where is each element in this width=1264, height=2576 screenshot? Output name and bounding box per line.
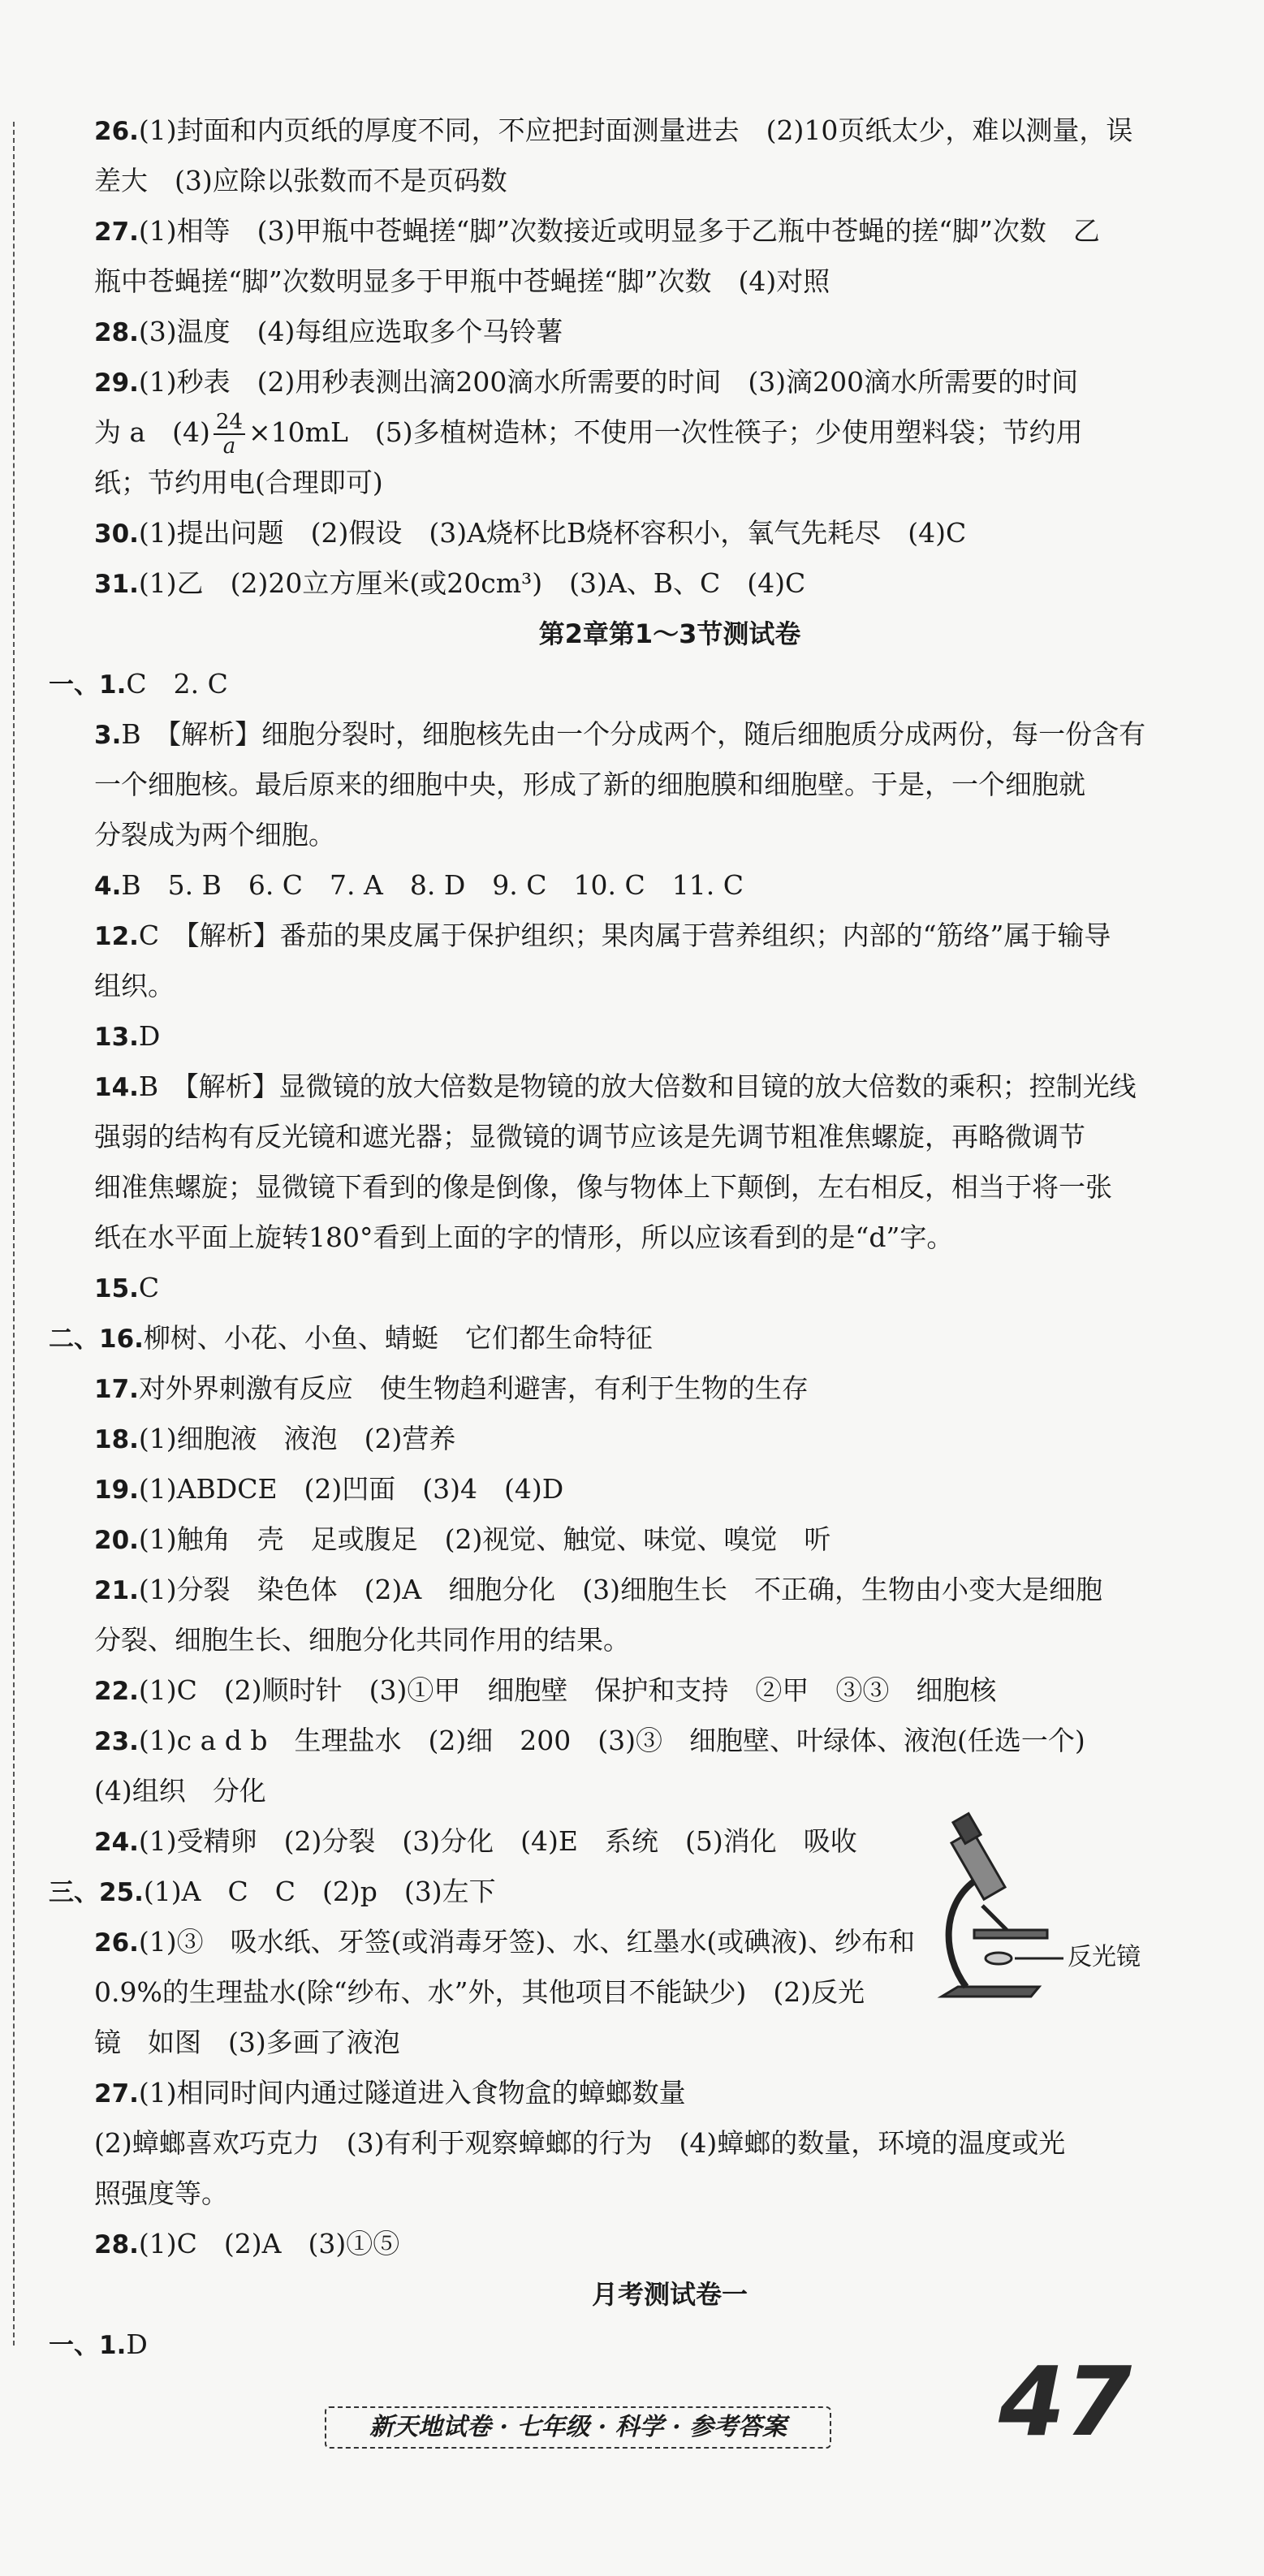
- answer-line: [49, 206, 1128, 256]
- question-number: 15.: [94, 1274, 139, 1303]
- binding-line: [13, 122, 15, 2346]
- line-text: 0.9%的生理盐水(除“纱布、水”外，其他项目不能缺少) (2)反光: [94, 1976, 865, 2008]
- answer-line: [49, 156, 1128, 206]
- question-number: 29.: [94, 368, 139, 398]
- question-number: 3.: [94, 721, 122, 750]
- fraction: [214, 411, 245, 458]
- question-number: 21.: [94, 1576, 139, 1605]
- line-text: 分裂成为两个细胞。: [94, 819, 335, 851]
- answer-line: [49, 1313, 1128, 1363]
- line-text: C 【解析】番茄的果皮属于保护组织；果肉属于营养组织；内部的“筋络”属于输导: [138, 920, 1111, 951]
- answer-line: [49, 1062, 1137, 1112]
- answer-line: [49, 1363, 1128, 1414]
- line-text: (1)C (2)A (3)①⑤: [138, 2228, 400, 2259]
- answer-line: [49, 1263, 1128, 1313]
- answer-line: [49, 2169, 1128, 2219]
- line-text: 强弱的结构有反光镜和遮光器；显微镜的调节应该是先调节粗准焦螺旋，再略微调节: [94, 1121, 1085, 1152]
- line-text: B 5. B 6. C 7. A 8. D 9. C 10. C 11. C: [121, 869, 744, 901]
- answer-line: [49, 2320, 1128, 2370]
- answer-line: [49, 2068, 1128, 2118]
- line-text: (1)乙 (2)20立方厘米(或20cm³) (3)A、B、C (4)C: [138, 567, 806, 599]
- line-text: 第2章第1～3节测试卷: [538, 618, 801, 649]
- line-text: 柳树、小花、小鱼、蜻蜓 它们都生命特征: [143, 1322, 653, 1354]
- answer-line: [49, 508, 1128, 558]
- line-text: 纸在水平面上旋转180°看到上面的字的情形，所以应该看到的是“d”字。: [94, 1221, 954, 1253]
- answer-line: [49, 1514, 1128, 1565]
- line-text: 照强度等。: [94, 2178, 228, 2209]
- line-text: (1)C (2)顺时针 (3)①甲 细胞壁 保护和支持 ②甲 ③③ 细胞核: [138, 1674, 997, 1706]
- line-text: (1)c a d b 生理盐水 (2)细 200 (3)③ 细胞壁、叶绿体、液泡(任选一个): [138, 1725, 1085, 1756]
- line-text: 组织。: [94, 970, 175, 1002]
- question-number: 12.: [94, 922, 139, 951]
- line-text: (1)细胞液 液泡 (2)营养: [138, 1423, 456, 1454]
- question-number: 17.: [94, 1375, 139, 1404]
- answer-line: [49, 256, 1128, 307]
- question-number: 28.: [94, 2230, 139, 2259]
- fraction-denominator: a: [222, 434, 236, 459]
- question-number: 28.: [94, 318, 139, 347]
- answer-line: [49, 1112, 1128, 1162]
- question-number: 一、1.: [49, 2331, 127, 2360]
- answer-line: [49, 2018, 1128, 2068]
- line-text: 瓶中苍蝇搓“脚”次数明显多于甲瓶中苍蝇搓“脚”次数 (4)对照: [94, 265, 830, 297]
- question-number: 20.: [94, 1526, 139, 1555]
- answer-line: [49, 1162, 1128, 1213]
- line-text: (1)封面和内页纸的厚度不同，不应把封面测量进去 (2)10页纸太少，难以测量，误: [138, 114, 1133, 146]
- line-text: 差大 (3)应除以张数而不是页码数: [94, 165, 507, 196]
- answer-line: [49, 860, 1128, 911]
- line-text: B 【解析】细胞分裂时，细胞核先由一个分成两个，随后细胞质分成两份，每一份含有: [121, 718, 1146, 750]
- question-number: 26.: [94, 117, 139, 146]
- answer-line: [49, 357, 1128, 407]
- answer-line: [49, 760, 1128, 810]
- section-title: [49, 2269, 1128, 2320]
- question-number: 26.: [94, 1928, 139, 1958]
- line-text: 细准焦螺旋；显微镜下看到的像是倒像，像与物体上下颠倒，左右相反，相当于将一张: [94, 1171, 1112, 1203]
- question-number: 27.: [94, 2079, 139, 2109]
- question-number: 一、1.: [49, 670, 127, 700]
- line-text: (1)触角 壳 足或腹足 (2)视觉、触觉、味觉、嗅觉 听: [138, 1523, 831, 1555]
- answer-line: [49, 1665, 1128, 1716]
- answer-line: [49, 1565, 1128, 1615]
- question-number: 27.: [94, 218, 139, 247]
- answer-line: [49, 106, 1133, 156]
- answer-line: [49, 961, 1128, 1011]
- question-number: 13.: [94, 1023, 139, 1052]
- line-text: 一个细胞核。最后原来的细胞中央，形成了新的细胞膜和细胞壁。于是，一个细胞就: [94, 769, 1085, 800]
- line-text: C: [138, 1272, 160, 1303]
- line-text: 对外界刺激有反应 使生物趋利避害，有利于生物的生存: [138, 1372, 809, 1404]
- line-text: (1)A C C (2)p (3)左下: [143, 1876, 496, 1907]
- answer-line: [49, 2118, 1128, 2169]
- line-text: (2)蟑螂喜欢巧克力 (3)有利于观察蟑螂的行为 (4)蟑螂的数量，环境的温度或光: [94, 2127, 1066, 2159]
- line-text: D: [126, 2328, 148, 2360]
- figure-label: 反光镜: [1068, 1943, 1141, 1971]
- answer-line: [49, 1716, 1128, 1766]
- answer-line: [49, 2219, 1128, 2269]
- line-text: (1)ABDCE (2)凹面 (3)4 (4)D: [138, 1473, 564, 1505]
- question-number: 31.: [94, 570, 139, 599]
- line-text: (1)相同时间内通过隧道进入食物盒的蟑螂数量: [138, 2077, 686, 2109]
- line-text: 纸；节约用电(合理即可): [94, 467, 383, 498]
- answer-line: [49, 307, 1128, 357]
- question-number: 19.: [94, 1475, 139, 1505]
- question-number: 22.: [94, 1677, 139, 1706]
- line-text: (1)③ 吸水纸、牙签(或消毒牙签)、水、红墨水(或碘液)、纱布和: [138, 1926, 916, 1958]
- line-text: 分裂、细胞生长、细胞分化共同作用的结果。: [94, 1624, 630, 1656]
- line-text: (1)提出问题 (2)假设 (3)A烧杯比B烧杯容积小，氧气先耗尽 (4)C: [138, 517, 967, 549]
- microscope-figure: [909, 1808, 1141, 2011]
- line-text: (4)组织 分化: [94, 1775, 266, 1807]
- answer-line: [49, 911, 1128, 961]
- line-text: D: [138, 1020, 161, 1052]
- line-text: (1)受精卵 (2)分裂 (3)分化 (4)E 系统 (5)消化 吸收: [138, 1825, 857, 1857]
- answer-line: [49, 1213, 1128, 1263]
- question-number: 4.: [94, 872, 122, 901]
- question-number: 二、16.: [49, 1325, 144, 1354]
- line-text: 为 a (4): [94, 416, 210, 448]
- answer-line: [49, 1011, 1128, 1062]
- question-number: 14.: [94, 1073, 139, 1102]
- line-text: (1)相等 (3)甲瓶中苍蝇搓“脚”次数接近或明显多于乙瓶中苍蝇的搓“脚”次数 乙: [138, 215, 1100, 247]
- line-text: B 【解析】显微镜的放大倍数是物镜的放大倍数和目镜的放大倍数的乘积；控制光线: [138, 1070, 1137, 1102]
- page-number: 47: [999, 2346, 1132, 2458]
- line-text: (1)秒表 (2)用秒表测出滴200滴水所需要的时间 (3)滴200滴水所需要的时间: [138, 366, 1079, 398]
- question-number: 三、25.: [49, 1878, 144, 1907]
- footer-banner: 新天地试卷 · 七年级 · 科学 · 参考答案: [325, 2406, 831, 2449]
- line-text: 月考测试卷一: [591, 2279, 748, 2310]
- question-number: 24.: [94, 1828, 139, 1857]
- line-text: (3)温度 (4)每组应选取多个马铃薯: [138, 316, 563, 347]
- answer-line: [49, 407, 1128, 458]
- answer-line: [49, 458, 1128, 508]
- question-number: 30.: [94, 519, 139, 549]
- answer-line: [49, 659, 1128, 709]
- section-title: [49, 609, 1128, 659]
- fraction-numerator: 24: [214, 411, 245, 435]
- question-number: 23.: [94, 1727, 139, 1756]
- answer-page: [49, 106, 1146, 2370]
- question-number: 18.: [94, 1425, 139, 1454]
- answer-line: [49, 709, 1146, 760]
- line-text: 镜 如图 (3)多画了液泡: [94, 2027, 400, 2058]
- answer-line: [49, 1414, 1128, 1464]
- line-text: C 2. C: [126, 668, 228, 700]
- answer-line: [49, 558, 1128, 609]
- line-text: (1)分裂 染色体 (2)A 细胞分化 (3)细胞生长 不正确，生物由小变大是细胞: [138, 1574, 1102, 1605]
- answer-line: [49, 1464, 1128, 1514]
- line-text: ×10mL (5)多植树造林；不使用一次性筷子；少使用塑料袋；节约用: [248, 416, 1083, 448]
- answer-line: [49, 1615, 1128, 1665]
- answer-line: [49, 810, 1128, 860]
